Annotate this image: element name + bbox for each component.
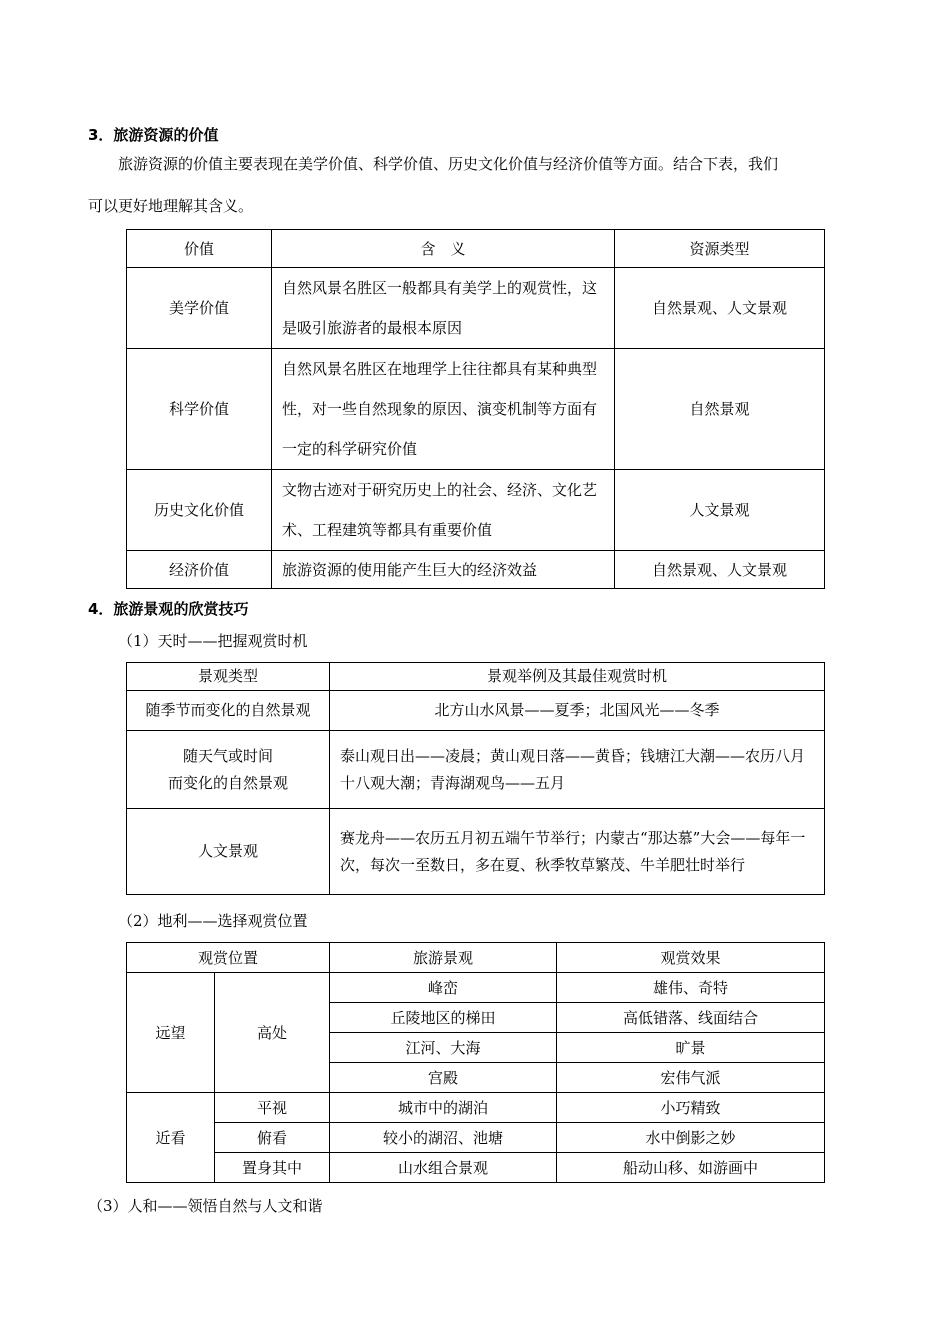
timing-table: [126, 662, 825, 895]
cell-value: 经济价值: [127, 551, 272, 589]
cell-value: 美学价值: [127, 268, 272, 349]
cell-far-label: 远望: [127, 973, 215, 1093]
header-example: 景观举例及其最佳观赏时机: [330, 663, 825, 691]
header-scene: 旅游景观: [330, 943, 557, 973]
cell-type: 人文景观: [615, 470, 825, 551]
table-row: [127, 973, 825, 1003]
header-location: 观赏位置: [127, 943, 330, 973]
table-row: [127, 551, 825, 589]
subheading-location: （2）地利——选择观赏位置: [118, 912, 308, 930]
cell-effect: 船动山移、如游画中: [557, 1153, 825, 1183]
table-row: [127, 470, 825, 551]
cell-meaning: 自然风景名胜区在地理学上往往都具有某种典型性，对一些自然现象的原因、演变机制等方面有一定的科学研究价值: [272, 349, 615, 470]
cell-meaning: 自然风景名胜区一般都具有美学上的观赏性，这是吸引旅游者的最根本原因: [272, 268, 615, 349]
cell-scene: 江河、大海: [330, 1033, 557, 1063]
cell-landscape-type: 人文景观: [127, 809, 330, 895]
cell-effect: 水中倒影之妙: [557, 1123, 825, 1153]
header-effect: 观赏效果: [557, 943, 825, 973]
cell-position: 平视: [215, 1093, 330, 1123]
header-meaning: 含 义: [272, 230, 615, 268]
cell-scene: 峰峦: [330, 973, 557, 1003]
subheading-harmony: （3）人和——领悟自然与人文和谐: [88, 1197, 323, 1215]
cell-effect: 雄伟、奇特: [557, 973, 825, 1003]
cell-scene: 宫殿: [330, 1063, 557, 1093]
cell-value: 历史文化价值: [127, 470, 272, 551]
header-type: 资源类型: [615, 230, 825, 268]
cell-meaning: 旅游资源的使用能产生巨大的经济效益: [272, 551, 615, 589]
table-row: [127, 1153, 825, 1183]
cell-position: 置身其中: [215, 1153, 330, 1183]
cell-effect: 旷景: [557, 1033, 825, 1063]
cell-landscape-type: [127, 731, 330, 809]
section4-heading: 4．旅游景观的欣赏技巧: [88, 600, 249, 618]
cell-effect: 宏伟气派: [557, 1063, 825, 1093]
cell-value: 科学价值: [127, 349, 272, 470]
header-value: 价值: [127, 230, 272, 268]
section3-paragraph-line2: 可以更好地理解其含义。: [88, 197, 254, 215]
cell-position: 俯看: [215, 1123, 330, 1153]
location-table: [126, 942, 825, 1183]
cell-effect: 小巧精致: [557, 1093, 825, 1123]
table-row: [127, 731, 825, 809]
table-row: [127, 691, 825, 731]
section3-heading: 3．旅游资源的价值: [88, 126, 219, 144]
cell-example: 北方山水风景——夏季；北国风光——冬季: [330, 691, 825, 731]
cell-scene: 城市中的湖泊: [330, 1093, 557, 1123]
cell-landscape-type: 随季节而变化的自然景观: [127, 691, 330, 731]
cell-high-label: 高处: [215, 973, 330, 1093]
cell-example: 泰山观日出——凌晨；黄山观日落——黄昏；钱塘江大潮——农历八月十八观大潮；青海湖观鸟——五月: [330, 731, 825, 809]
header-landscape-type: 景观类型: [127, 663, 330, 691]
table-row: [127, 268, 825, 349]
cell-meaning: 文物古迹对于研究历史上的社会、经济、文化艺术、工程建筑等都具有重要价值: [272, 470, 615, 551]
cell-near-label: 近看: [127, 1093, 215, 1183]
table-row: [127, 1123, 825, 1153]
subheading-timing: （1）天时——把握观赏时机: [118, 632, 308, 650]
cell-scene: 丘陵地区的梯田: [330, 1003, 557, 1033]
cell-type: 自然景观、人文景观: [615, 268, 825, 349]
cell-type: 自然景观: [615, 349, 825, 470]
table-row: [127, 809, 825, 895]
cell-type: 自然景观、人文景观: [615, 551, 825, 589]
table-row: [127, 1093, 825, 1123]
cell-example: 赛龙舟——农历五月初五端午节举行；内蒙古“那达慕”大会——每年一次，每次一至数日，多在夏、秋季牧草繁茂、牛羊肥壮时举行: [330, 809, 825, 895]
cell-effect: 高低错落、线面结合: [557, 1003, 825, 1033]
cell-scene: 山水组合景观: [330, 1153, 557, 1183]
section3-paragraph-line1: 旅游资源的价值主要表现在美学价值、科学价值、历史文化价值与经济价值等方面。结合下表，我们: [118, 155, 779, 173]
cell-scene: 较小的湖沼、池塘: [330, 1123, 557, 1153]
table-row: [127, 349, 825, 470]
cell-landscape-type-line1: 随天气或时间: [182, 746, 273, 765]
cell-landscape-type-line2: 而变化的自然景观: [167, 773, 288, 792]
value-table: [126, 229, 825, 589]
